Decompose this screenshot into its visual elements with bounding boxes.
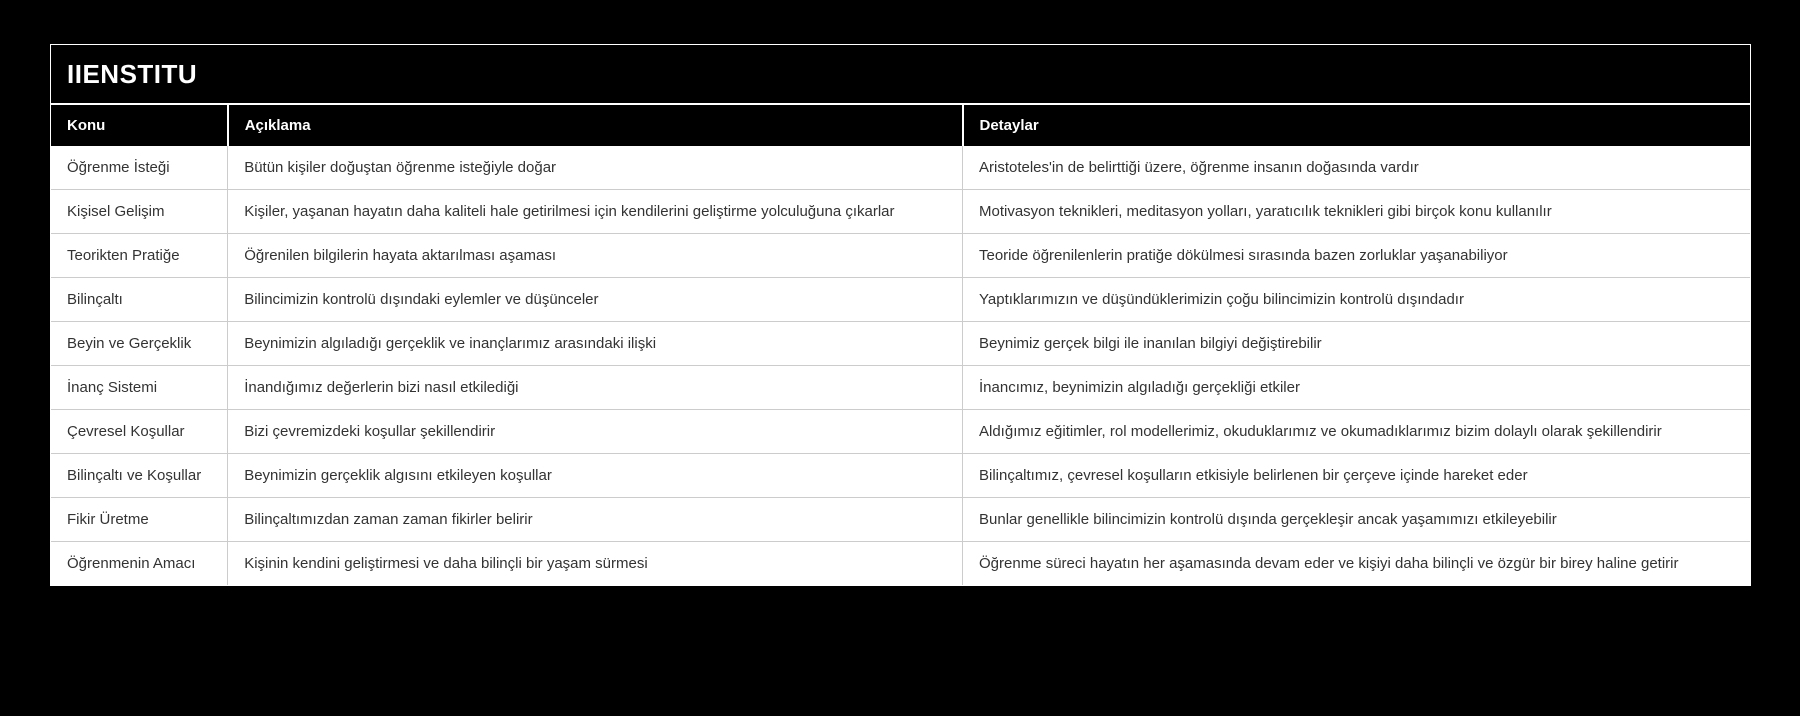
cell-konu: Kişisel Gelişim xyxy=(51,190,228,234)
cell-aciklama: Bilinçaltımızdan zaman zaman fikirler belirir xyxy=(228,498,963,542)
cell-aciklama: Bizi çevremizdeki koşullar şekillendirir xyxy=(228,410,963,454)
table-row xyxy=(51,366,1750,410)
cell-detaylar: Aristoteles'in de belirttiği üzere, öğrenme insanın doğasında vardır xyxy=(963,146,1751,190)
table-body xyxy=(51,146,1750,585)
table-row xyxy=(51,454,1750,498)
cell-konu: İnanç Sistemi xyxy=(51,366,228,410)
table-header-row xyxy=(51,105,1750,146)
table-row xyxy=(51,234,1750,278)
cell-detaylar: Bilinçaltımız, çevresel koşulların etkisiyle belirlenen bir çerçeve içinde hareket eder xyxy=(963,454,1751,498)
data-table xyxy=(51,105,1750,585)
column-header-aciklama: Açıklama xyxy=(228,105,963,146)
table-row xyxy=(51,322,1750,366)
cell-aciklama: Kişinin kendini geliştirmesi ve daha bilinçli bir yaşam sürmesi xyxy=(228,542,963,586)
table-row xyxy=(51,542,1750,586)
cell-aciklama: Bilincimizin kontrolü dışındaki eylemler ve düşünceler xyxy=(228,278,963,322)
cell-aciklama: Bütün kişiler doğuştan öğrenme isteğiyle doğar xyxy=(228,146,963,190)
cell-konu: Bilinçaltı xyxy=(51,278,228,322)
cell-aciklama: İnandığımız değerlerin bizi nasıl etkilediği xyxy=(228,366,963,410)
content-card xyxy=(50,44,1751,586)
table-header xyxy=(51,105,1750,146)
column-header-konu: Konu xyxy=(51,105,228,146)
cell-konu: Bilinçaltı ve Koşullar xyxy=(51,454,228,498)
cell-aciklama: Beynimizin gerçeklik algısını etkileyen koşullar xyxy=(228,454,963,498)
cell-detaylar: Yaptıklarımızın ve düşündüklerimizin çoğu bilincimizin kontrolü dışındadır xyxy=(963,278,1751,322)
cell-aciklama: Beynimizin algıladığı gerçeklik ve inançlarımız arasındaki ilişki xyxy=(228,322,963,366)
page-title: IIENSTITU xyxy=(51,45,1750,105)
cell-detaylar: Motivasyon teknikleri, meditasyon yolları, yaratıcılık teknikleri gibi birçok konu kullanılır xyxy=(963,190,1751,234)
column-header-detaylar: Detaylar xyxy=(963,105,1751,146)
cell-aciklama: Öğrenilen bilgilerin hayata aktarılması aşaması xyxy=(228,234,963,278)
cell-detaylar: Aldığımız eğitimler, rol modellerimiz, okuduklarımız ve okumadıklarımız bizim dolaylı olarak şekillendirir xyxy=(963,410,1751,454)
table-row xyxy=(51,190,1750,234)
table-row xyxy=(51,498,1750,542)
cell-detaylar: Bunlar genellikle bilincimizin kontrolü dışında gerçekleşir ancak yaşamımızı etkileyebilir xyxy=(963,498,1751,542)
cell-konu: Teorikten Pratiğe xyxy=(51,234,228,278)
cell-konu: Beyin ve Gerçeklik xyxy=(51,322,228,366)
cell-konu: Öğrenmenin Amacı xyxy=(51,542,228,586)
cell-konu: Çevresel Koşullar xyxy=(51,410,228,454)
cell-detaylar: İnancımız, beynimizin algıladığı gerçekliği etkiler xyxy=(963,366,1751,410)
cell-konu: Fikir Üretme xyxy=(51,498,228,542)
cell-detaylar: Teoride öğrenilenlerin pratiğe dökülmesi sırasında bazen zorluklar yaşanabiliyor xyxy=(963,234,1751,278)
table-row xyxy=(51,146,1750,190)
cell-aciklama: Kişiler, yaşanan hayatın daha kaliteli hale getirilmesi için kendilerini geliştirme yolculuğuna çıkarlar xyxy=(228,190,963,234)
table-row xyxy=(51,278,1750,322)
cell-detaylar: Öğrenme süreci hayatın her aşamasında devam eder ve kişiyi daha bilinçli ve özgür bir birey haline getirir xyxy=(963,542,1751,586)
cell-detaylar: Beynimiz gerçek bilgi ile inanılan bilgiyi değiştirebilir xyxy=(963,322,1751,366)
cell-konu: Öğrenme İsteği xyxy=(51,146,228,190)
table-row xyxy=(51,410,1750,454)
